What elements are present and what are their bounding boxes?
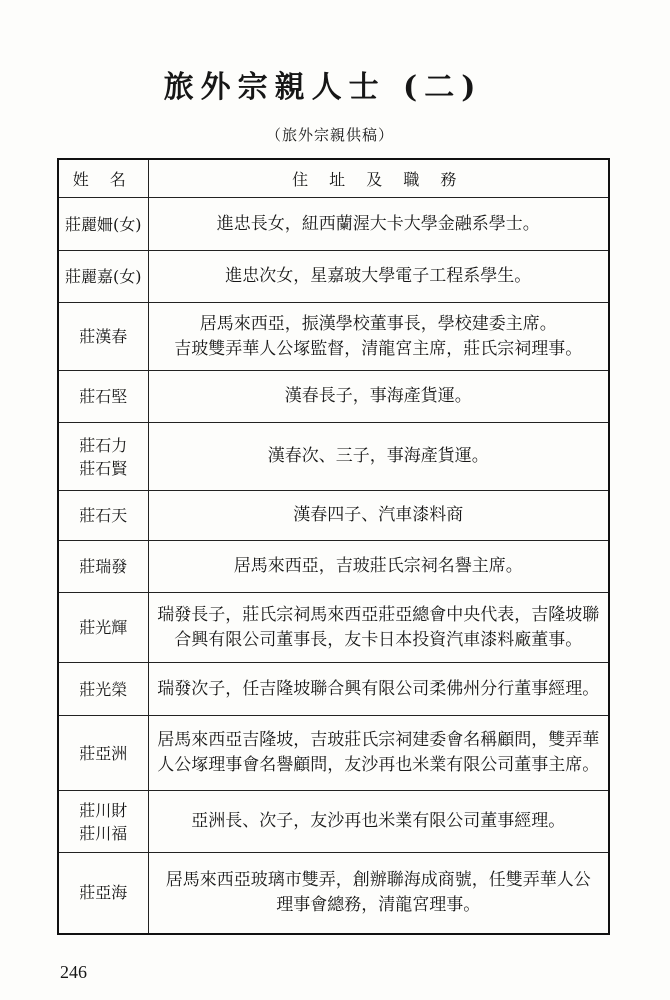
person-name: 莊亞海: [79, 883, 128, 903]
info-cell: [148, 853, 609, 934]
page-subtitle: （旅外宗親供稿）: [265, 126, 394, 144]
name-cell: [58, 716, 148, 791]
person-name: 莊光榮: [79, 679, 128, 699]
name-cell: [58, 198, 148, 251]
person-name: 莊石天: [79, 506, 128, 525]
info-line: 居馬來西亞，吉玻莊氏宗祠名譽主席。: [233, 556, 523, 576]
info-cell: [148, 423, 609, 491]
table-row: [58, 491, 609, 541]
header-info: 住 址 及 職 務: [148, 159, 609, 198]
info-line: 亞洲長、次子，友沙再也米業有限公司董事經理。: [191, 811, 566, 831]
info-line: 漢春長子，事海產貨運。: [284, 386, 472, 406]
name-cell: [58, 593, 148, 663]
page-title: 旅外宗親人士 (二): [163, 70, 483, 105]
info-cell: [148, 198, 609, 251]
table-row: [58, 423, 609, 491]
info-line: 進忠次女，星嘉玻大學電子工程系學生。: [225, 266, 532, 286]
info-line: 人公塚理事會名譽顧問，友沙再也米業有限公司董事主席。: [157, 755, 600, 775]
name-cell: [58, 663, 148, 716]
table-row: [58, 251, 609, 303]
info-line: 漢春次、三子，事海產貨運。: [267, 446, 489, 466]
info-cell: [148, 663, 609, 716]
person-name: 莊漢春: [79, 327, 128, 346]
person-name: 莊瑞發: [79, 557, 128, 576]
table-row: [58, 541, 609, 593]
name-cell: [58, 491, 148, 541]
person-name: 莊川財: [79, 800, 128, 820]
info-cell: [148, 491, 609, 541]
table-row: [58, 716, 609, 791]
info-line: 理事會總務，清龍宮理事。: [276, 894, 481, 915]
info-line: 居馬來西亞吉隆坡，吉玻莊氏宗祠建委會名稱顧問，雙弄華: [157, 730, 600, 750]
table-row: [58, 371, 609, 423]
name-cell: [58, 541, 148, 593]
person-name: 莊石賢: [79, 458, 128, 478]
table-row: [58, 303, 609, 371]
name-cell: [58, 423, 148, 491]
name-cell: [58, 791, 148, 853]
roster-table: [57, 158, 610, 935]
info-line: 居馬來西亞，振漢學校董事長，學校建委主席。: [199, 313, 557, 334]
header-name: 姓 名: [58, 159, 148, 198]
name-cell: [58, 251, 148, 303]
info-cell: [148, 251, 609, 303]
info-line: 瑞發長子，莊氏宗祠馬來西亞莊亞總會中央代表，吉隆坡聯: [157, 604, 600, 625]
info-cell: [148, 541, 609, 593]
table-row: [58, 791, 609, 853]
table-row: [58, 593, 609, 663]
name-cell: [58, 303, 148, 371]
info-cell: [148, 593, 609, 663]
person-name: 莊麗姍(女): [65, 214, 142, 234]
name-cell: [58, 371, 148, 423]
person-name: 莊光輝: [79, 618, 128, 637]
info-line: 合興有限公司董事長，友卡日本投資汽車漆料廠董事。: [174, 629, 583, 650]
person-name: 莊麗嘉(女): [65, 267, 142, 286]
person-name: 莊川福: [79, 823, 128, 843]
table-row: [58, 853, 609, 934]
info-line: 居馬來西亞玻璃市雙弄，創辦聯海成商號，任雙弄華人公: [165, 869, 591, 890]
info-cell: [148, 371, 609, 423]
page-number: 246: [60, 962, 87, 982]
table-header-row: [58, 159, 609, 198]
person-name: 莊石力: [79, 435, 128, 455]
person-name: 莊石堅: [79, 387, 128, 406]
info-line: 進忠長女，紐西蘭渥大卡大學金融系學士。: [216, 213, 540, 234]
table-row: [58, 198, 609, 251]
info-line: 漢春四子、汽車漆料商: [293, 505, 464, 525]
person-name: 莊亞洲: [79, 743, 128, 763]
info-line: 瑞發次子，任吉隆坡聯合興有限公司柔佛州分行董事經理。: [157, 678, 600, 699]
table-row: [58, 663, 609, 716]
info-cell: [148, 716, 609, 791]
info-line: 吉玻雙弄華人公塚監督，清龍宮主席，莊氏宗祠理事。: [174, 338, 583, 359]
info-cell: [148, 303, 609, 371]
info-cell: [148, 791, 609, 853]
name-cell: [58, 853, 148, 934]
